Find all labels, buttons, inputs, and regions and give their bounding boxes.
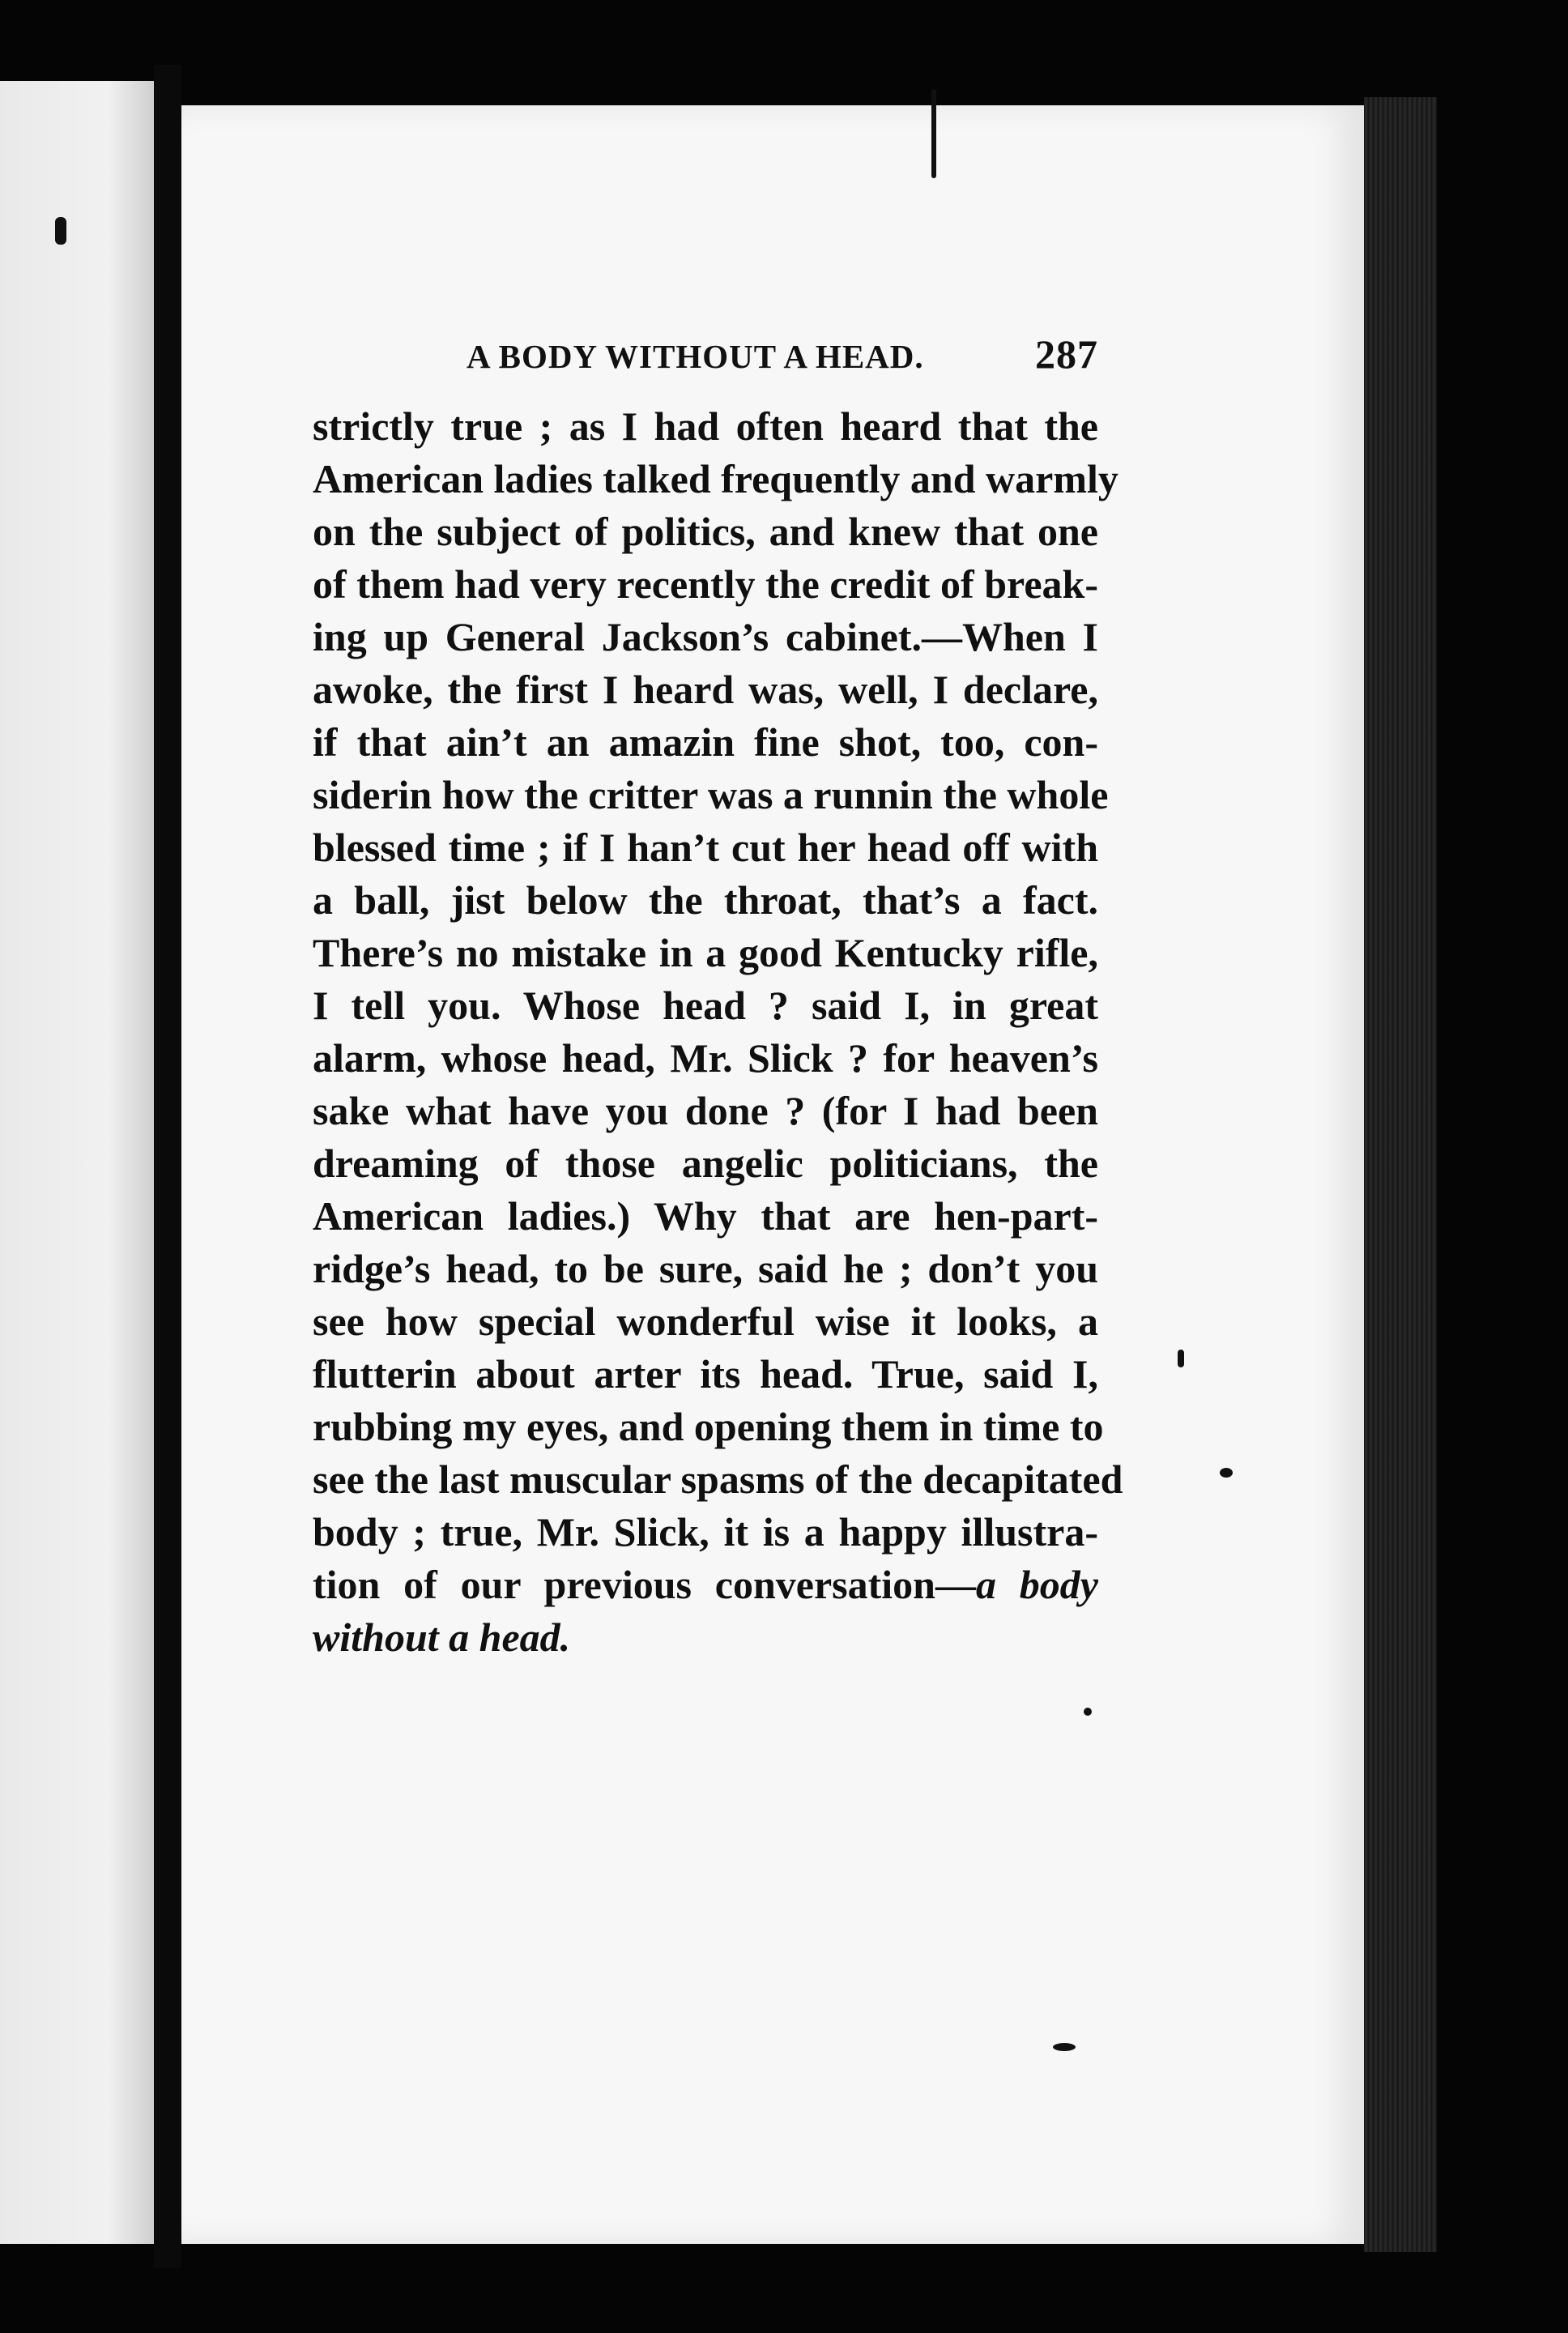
- text-line: I tell you. Whose head ? said I, in great: [313, 983, 1098, 1028]
- text-line: alarm, whose head, Mr. Slick ? for heaven’s: [313, 1035, 1098, 1081]
- text-line: see the last muscular spasms of the decapitated: [313, 1457, 1123, 1502]
- text-line: siderin how the critter was a runnin the whole: [313, 772, 1109, 817]
- text-line: rubbing my eyes, and opening them in time to: [313, 1404, 1104, 1449]
- ink-speck: [1053, 2043, 1076, 2051]
- text-line: American ladies.) Why that are hen-part-: [313, 1193, 1098, 1239]
- running-head: A BODY WITHOUT A HEAD.: [467, 338, 924, 375]
- text-line: dreaming of those angelic politicians, the: [313, 1141, 1098, 1186]
- ink-speck: [931, 89, 936, 178]
- text-line: on the subject of politics, and knew that one: [313, 509, 1098, 554]
- text-line: blessed time ; if I han’t cut her head off with: [313, 825, 1098, 870]
- text-roman: tion of our previous conversation—: [313, 1562, 976, 1607]
- text-line: awoke, the first I heard was, well, I declare,: [313, 667, 1098, 712]
- text-line: American ladies talked frequently and warmly: [313, 456, 1118, 501]
- text-line: body ; true, Mr. Slick, it is a happy illustra-: [313, 1509, 1098, 1555]
- text-line: strictly true ; as I had often heard that the: [313, 403, 1098, 449]
- text-line: if that ain’t an amazin fine shot, too, con-: [313, 719, 1098, 765]
- page-text: [313, 400, 1123, 1664]
- text-line: see how special wonderful wise it looks, a: [313, 1299, 1098, 1344]
- page-number: 287: [1035, 331, 1098, 377]
- ink-speck: [55, 217, 66, 245]
- page-header: [467, 331, 1098, 382]
- text-italic: a body: [975, 1562, 1098, 1607]
- text-line: sake what have you done ? (for I had been: [313, 1088, 1098, 1133]
- text-line: a ball, jist below the throat, that’s a fact.: [313, 877, 1098, 923]
- ink-speck: [1084, 1708, 1092, 1716]
- facing-page-edge: [0, 81, 154, 2244]
- text-line: There’s no mistake in a good Kentucky rifle,: [313, 930, 1098, 975]
- ink-speck: [1220, 1468, 1233, 1478]
- text-line: of them had very recently the credit of break-: [313, 561, 1098, 607]
- text-line-mixed: [313, 1559, 1098, 1611]
- ink-speck: [1178, 1350, 1184, 1367]
- text-line: ing up General Jackson’s cabinet.—When I: [313, 614, 1098, 659]
- page-block-edge: [1364, 97, 1437, 2252]
- text-line: ridge’s head, to be sure, said he ; don’t you: [313, 1246, 1098, 1291]
- book-gutter: [154, 65, 181, 2268]
- closing-italic-line: without a head.: [313, 1614, 571, 1660]
- text-line: flutterin about arter its head. True, said I,: [313, 1351, 1098, 1397]
